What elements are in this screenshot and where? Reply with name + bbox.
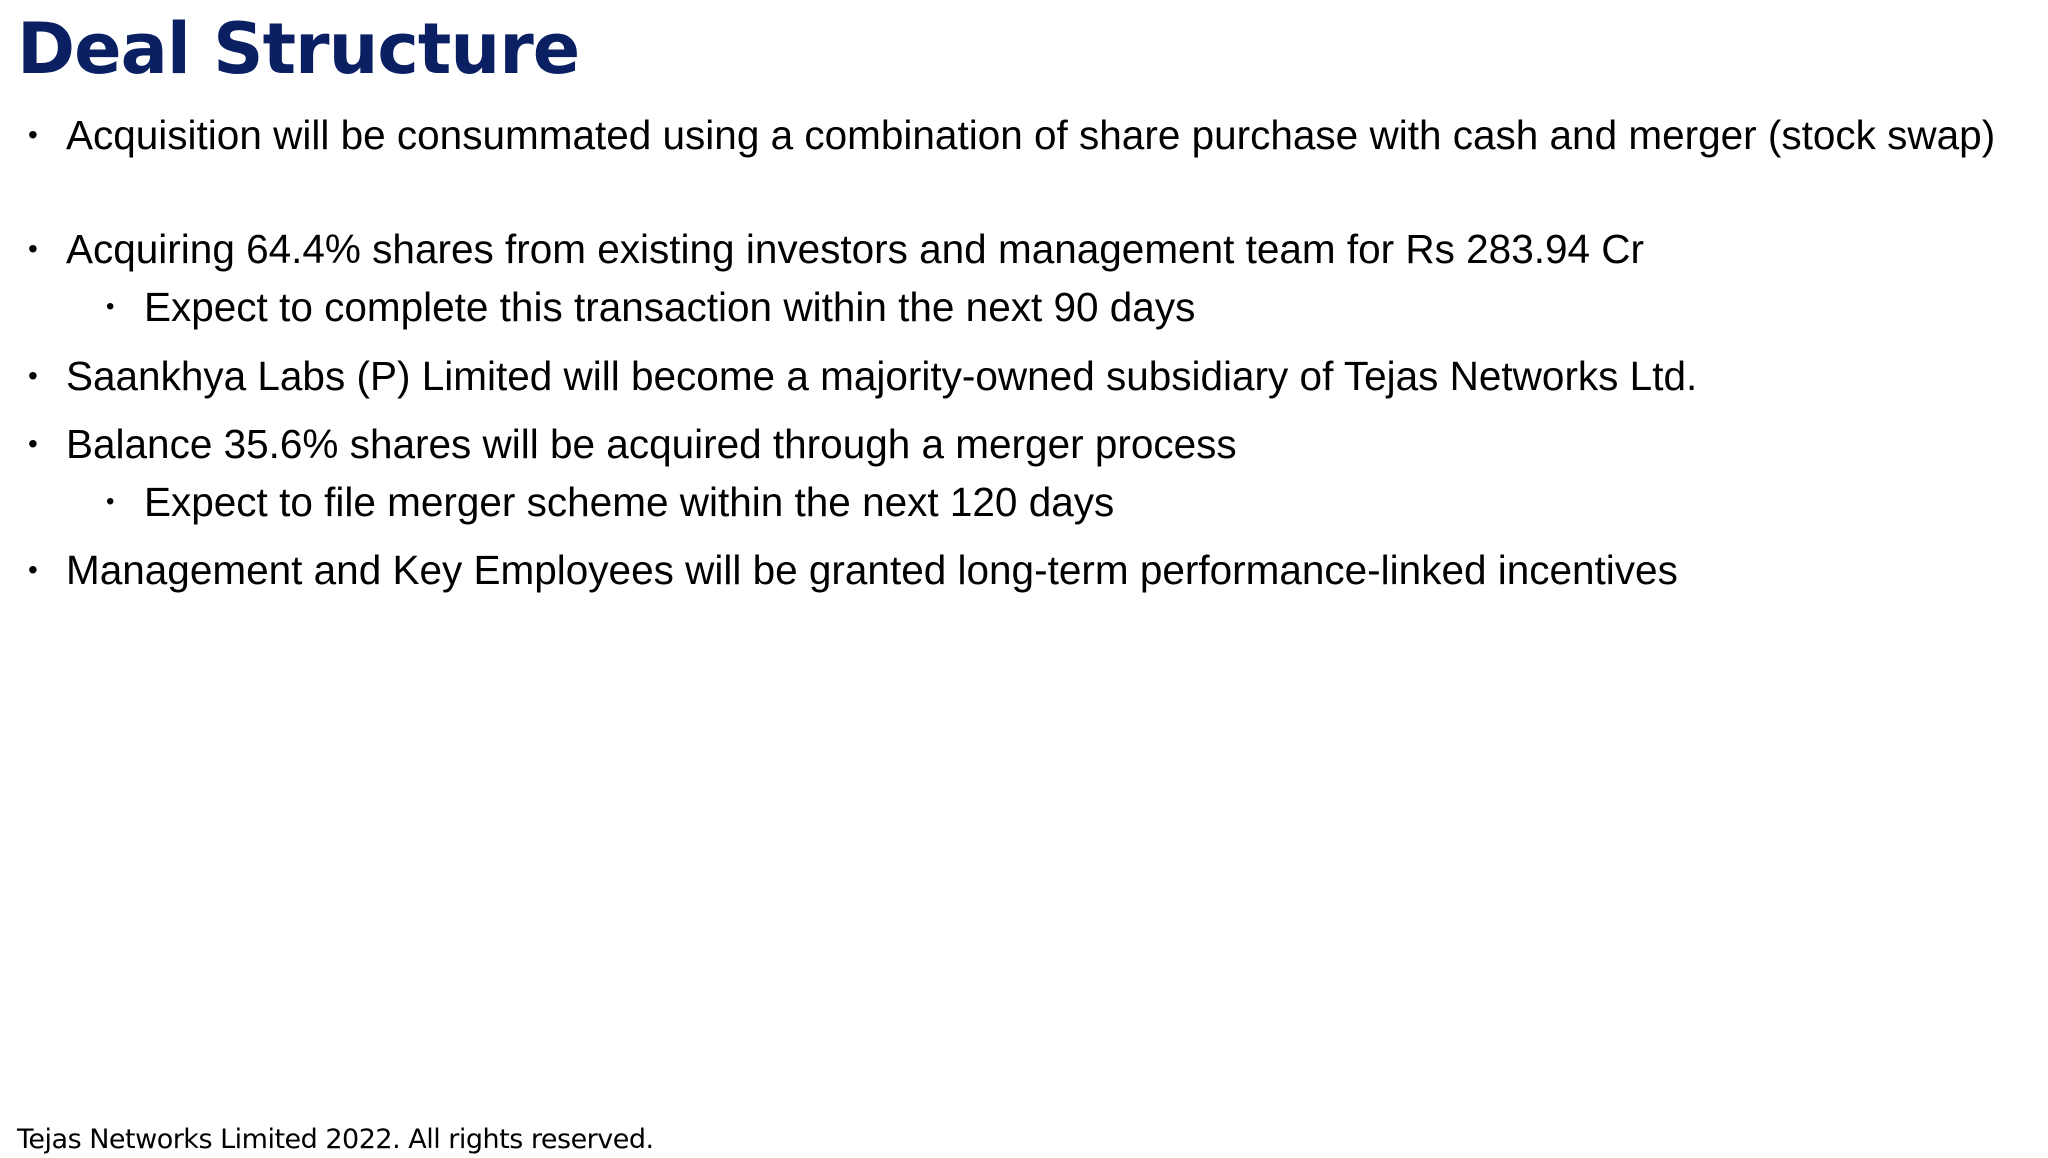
bullet-text: Acquisition will be consummated using a combination of share purchase with cash and merger (stock swap)	[66, 112, 1996, 158]
bullet-item-acquisition-method	[28, 112, 2016, 158]
bullet-text: Saankhya Labs (P) Limited will become a majority-owned subsidiary of Tejas Networks Ltd.	[66, 353, 1698, 399]
bullet-text: Expect to file merger scheme within the next 120 days	[144, 479, 1115, 525]
bullet-text: Balance 35.6% shares will be acquired through a merger process	[66, 421, 1237, 467]
bullet-dot-icon: •	[28, 360, 38, 391]
bullet-item-subsidiary	[28, 353, 2016, 399]
bullet-dot-icon: •	[28, 554, 38, 585]
bullet-item-incentives	[28, 547, 2016, 593]
bullet-text: Management and Key Employees will be granted long-term performance-linked incentives	[66, 547, 1678, 593]
bullet-dot-icon: •	[106, 293, 115, 320]
bullet-dot-icon: •	[28, 233, 38, 264]
slide-title: Deal Structure	[17, 8, 580, 90]
sub-bullet-item-timeline-90	[106, 284, 2014, 330]
bullet-item-merger-balance	[28, 421, 2016, 467]
bullet-item-share-acquisition	[28, 226, 2016, 272]
bullet-text: Acquiring 64.4% shares from existing investors and management team for Rs 283.94 Cr	[66, 226, 1645, 272]
footer-copyright: Tejas Networks Limited 2022. All rights reserved.	[17, 1124, 654, 1155]
sub-bullet-item-timeline-120	[106, 479, 2014, 525]
bullet-text: Expect to complete this transaction within the next 90 days	[144, 284, 1196, 330]
bullet-dot-icon: •	[28, 119, 38, 150]
bullet-dot-icon: •	[28, 428, 38, 459]
bullet-dot-icon: •	[106, 488, 115, 515]
